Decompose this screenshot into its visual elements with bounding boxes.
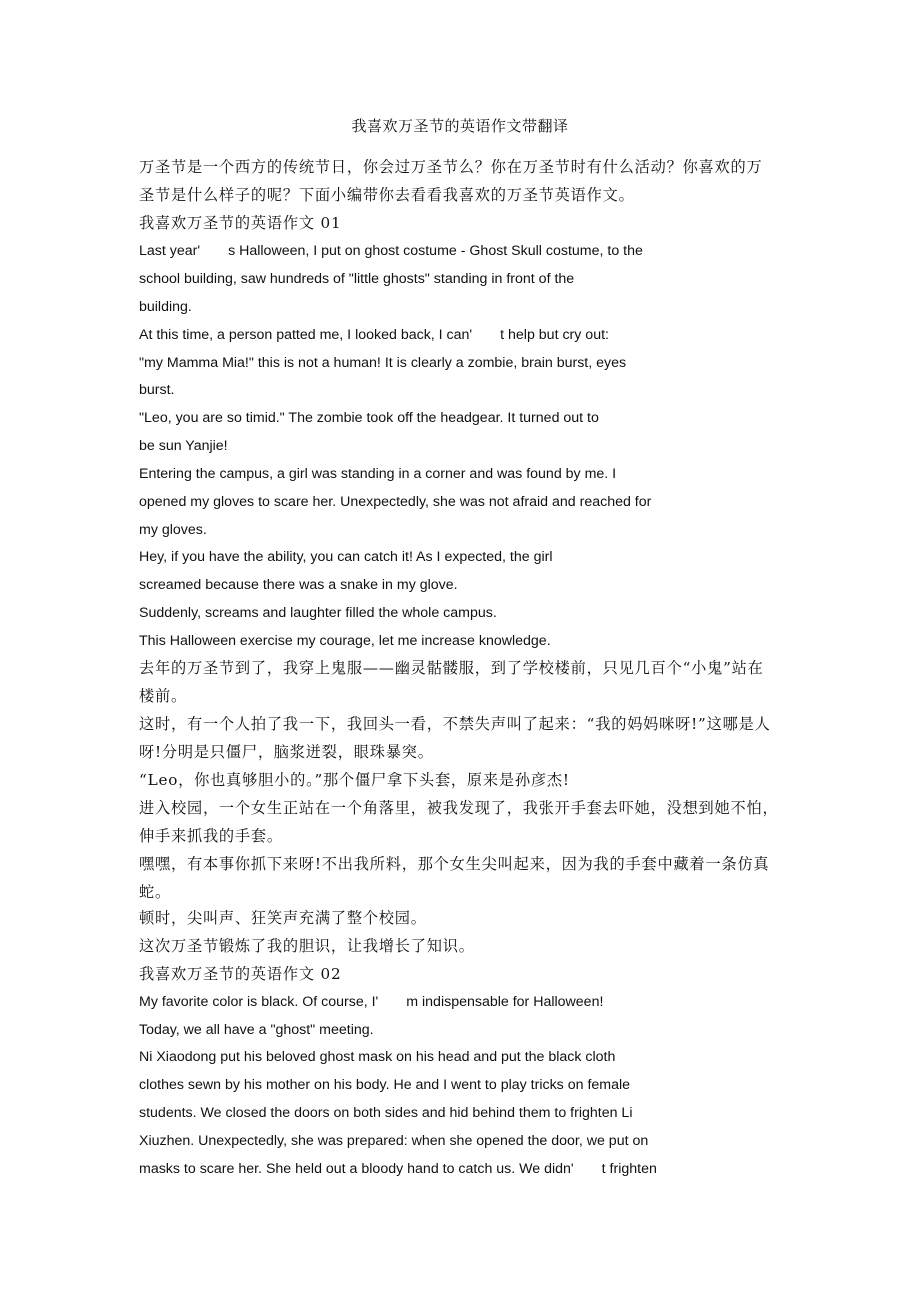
- paragraph-line: Entering the campus, a girl was standing in a corner and was found by me. I: [139, 466, 617, 482]
- text-fragment: s Halloween, I put on ghost costume - Ghost Skull costume, to the: [228, 243, 643, 259]
- paragraph-line: students. We closed the doors on both sides and hid behind them to frighten Li: [139, 1105, 633, 1121]
- paragraph-line: Today, we all have a "ghost" meeting.: [139, 1022, 374, 1038]
- paragraph-line: "Leo, you are so timid." The zombie took off the headgear. It turned out to: [139, 410, 599, 426]
- paragraph-line: building.: [139, 299, 192, 315]
- paragraph-line: 圣节是什么样子的呢？下面小编带你去看看我喜欢的万圣节英语作文。: [139, 186, 635, 204]
- paragraph-line: [139, 241, 643, 261]
- paragraph-line: "my Mamma Mia!" this is not a human! It is clearly a zombie, brain burst, eyes: [139, 355, 627, 371]
- paragraph-line: “Leo，你也真够胆小的。”那个僵尸拿下头套，原来是孙彦杰!: [139, 771, 570, 789]
- text-fragment: Last year': [139, 243, 201, 259]
- paragraph-line: 顿时，尖叫声、狂笑声充满了整个校园。: [139, 909, 427, 927]
- paragraph-line: 呀!分明是只僵尸，脑浆迸裂，眼珠暴突。: [139, 743, 434, 761]
- paragraph-line: 蛇。: [139, 883, 171, 901]
- paragraph-line: 去年的万圣节到了，我穿上鬼服——幽灵骷髅服，到了学校楼前，只见几百个“小鬼”站在: [139, 659, 764, 677]
- paragraph-line: 万圣节是一个西方的传统节日，你会过万圣节么？你在万圣节时有什么活动？你喜欢的万: [139, 158, 763, 176]
- text-fragment: t frighten: [601, 1161, 657, 1177]
- paragraph-line: 嘿嘿，有本事你抓下来呀!不出我所料，那个女生尖叫起来，因为我的手套中藏着一条仿真: [139, 855, 770, 873]
- text-fragment: My favorite color is black. Of course, I': [139, 994, 379, 1010]
- paragraph-line: 楼前。: [139, 687, 187, 705]
- paragraph-line: clothes sewn by his mother on his body. He and I went to play tricks on female: [139, 1077, 631, 1093]
- paragraph-line: 进入校园，一个女生正站在一个角落里，被我发现了，我张开手套去吓她，没想到她不怕，: [139, 799, 779, 817]
- paragraph-line: [139, 992, 603, 1012]
- paragraph-line: Suddenly, screams and laughter filled the whole campus.: [139, 605, 497, 621]
- section-heading-02: 我喜欢万圣节的英语作文 02: [139, 965, 342, 983]
- paragraph-line: my gloves.: [139, 522, 207, 538]
- text-fragment: masks to scare her. She held out a bloody hand to catch us. We didn': [139, 1161, 574, 1177]
- paragraph-line: [139, 325, 609, 345]
- paragraph-line: 这次万圣节锻炼了我的胆识，让我增长了知识。: [139, 937, 475, 955]
- text-fragment: t help but cry out:: [500, 327, 609, 343]
- paragraph-line: screamed because there was a snake in my glove.: [139, 577, 458, 593]
- paragraph-line: opened my gloves to scare her. Unexpectedly, she was not afraid and reached for: [139, 494, 652, 510]
- paragraph-line: This Halloween exercise my courage, let me increase knowledge.: [139, 633, 551, 649]
- paragraph-line: Hey, if you have the ability, you can catch it! As I expected, the girl: [139, 549, 553, 565]
- text-fragment: At this time, a person patted me, I looked back, I can': [139, 327, 473, 343]
- paragraph-line: burst.: [139, 382, 175, 398]
- paragraph-line: 这时，有一个人拍了我一下，我回头一看，不禁失声叫了起来：“我的妈妈咪呀!”这哪是人: [139, 715, 771, 733]
- paragraph-line: [139, 1159, 657, 1179]
- paragraph-line: school building, saw hundreds of "little ghosts" standing in front of the: [139, 271, 575, 287]
- paragraph-line: Xiuzhen. Unexpectedly, she was prepared: when she opened the door, we put on: [139, 1133, 649, 1149]
- paragraph-line: 伸手来抓我的手套。: [139, 827, 283, 845]
- document-title: 我喜欢万圣节的英语作文带翻译: [351, 117, 569, 135]
- paragraph-line: Ni Xiaodong put his beloved ghost mask on his head and put the black cloth: [139, 1049, 616, 1065]
- section-heading-01: 我喜欢万圣节的英语作文 01: [139, 214, 342, 232]
- text-fragment: m indispensable for Halloween!: [406, 994, 604, 1010]
- paragraph-line: be sun Yanjie!: [139, 438, 228, 454]
